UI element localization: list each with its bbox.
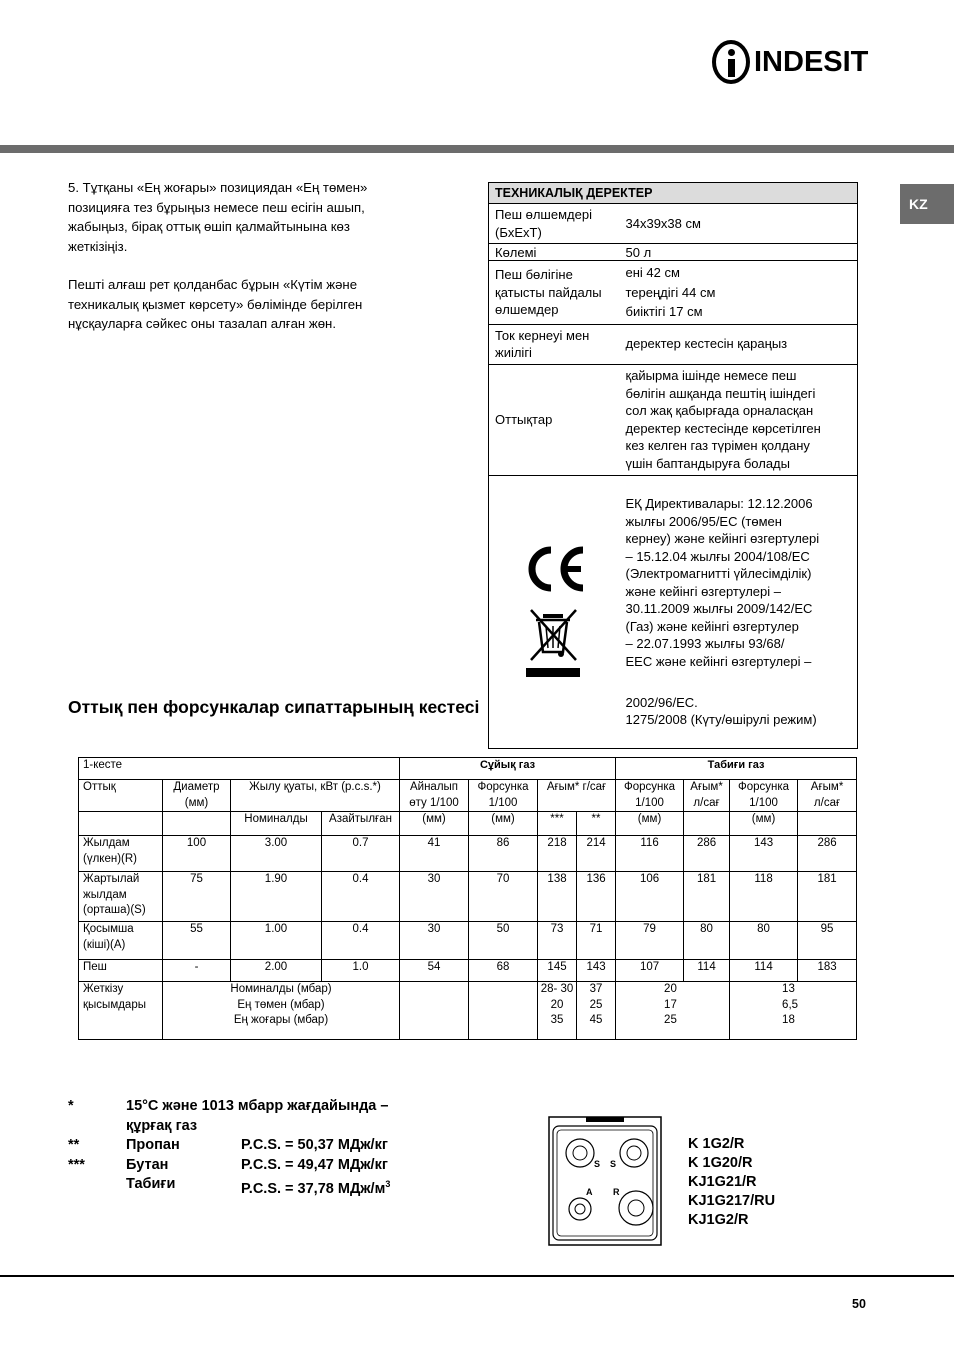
- col-burner: Оттық: [79, 780, 163, 812]
- cell: 79: [616, 922, 684, 960]
- sub-nominal: Номиналды: [231, 812, 322, 836]
- pressure-natural-gas-2: 13 6,5 18: [730, 982, 857, 1040]
- burner-name: Пеш: [79, 960, 163, 982]
- pressure-propane: 37 25 45: [577, 982, 616, 1040]
- weee-bin-icon: [526, 606, 582, 678]
- sub-reduced: Азайтылған: [322, 812, 400, 836]
- cell: 68: [469, 960, 538, 982]
- col-power: Жылу қуаты, кВт (p.c.s.*): [231, 780, 400, 812]
- cell: 50: [469, 922, 538, 960]
- gas-pcs: P.C.S. = 49,47 МДж/кг: [241, 1156, 388, 1173]
- logo-text: INDESIT: [754, 45, 869, 78]
- tech-label: Ток кернеуі мен жиілігі: [489, 324, 620, 364]
- tech-table-title: ТЕХНИКАЛЫҚ ДЕРЕКТЕР: [489, 183, 858, 204]
- hob-diagram: [548, 1116, 662, 1246]
- col-flow: Ағым* г/сағ: [538, 780, 616, 812]
- eu-directives-continued: 2002/96/EC. 1275/2008 (Күту/өшірулі режим): [625, 694, 817, 727]
- indesit-logo-icon: [712, 40, 750, 84]
- tech-value: деректер кестесін қараңыз: [620, 324, 858, 364]
- footnotes: [68, 1097, 390, 1199]
- section-title: Оттық пен форсункалар сипаттарының кестесі: [68, 697, 480, 717]
- cell: 80: [684, 922, 730, 960]
- hob-label-r: R: [613, 1187, 620, 1197]
- col-injector: Форсунка 1/100: [469, 780, 538, 812]
- cell: 286: [798, 836, 857, 872]
- cell: 214: [577, 836, 616, 872]
- cell: 143: [730, 836, 798, 872]
- cell: 30: [400, 922, 469, 960]
- col-ng-flow: Ағым* л/сағ: [684, 780, 730, 812]
- tech-label: Пеш бөлігіне қатысты пайдалы өлшемдер: [489, 261, 620, 325]
- cell: 75: [163, 872, 231, 922]
- natural-gas-header: Табиғи газ: [616, 758, 857, 780]
- footnote-mark: **: [68, 1137, 80, 1153]
- cell: 143: [577, 960, 616, 982]
- table-caption: 1-кесте: [79, 758, 400, 780]
- col-ng-injector-2: Форсунка 1/100: [730, 780, 798, 812]
- tech-label: Оттықтар: [489, 364, 620, 475]
- cell: 71: [577, 922, 616, 960]
- cell: 218: [538, 836, 577, 872]
- indesit-logo: [712, 38, 868, 86]
- cell: 55: [163, 922, 231, 960]
- cell: -: [163, 960, 231, 982]
- page-number: 50: [852, 1297, 866, 1311]
- gas-name: Табиғи: [126, 1176, 176, 1192]
- cell: 183: [798, 960, 857, 982]
- tech-value: қайырма ішінде немесе пеш бөлігін ашқанда пештің ішіндегі сол жақ қабырғада орналасқан деректер кестесінде көрсетілген кез келген газ түрімен қолдану үшін баптандыруға болады: [620, 364, 858, 475]
- cell: 286: [684, 836, 730, 872]
- model-name: K 1G2/R: [688, 1136, 745, 1152]
- ce-mark-icon: [521, 546, 587, 592]
- cell: 70: [469, 872, 538, 922]
- cell: 30: [400, 872, 469, 922]
- cell: 181: [684, 872, 730, 922]
- cell: 86: [469, 836, 538, 872]
- burner-name: Жартылай жылдам (орташа)(S): [79, 872, 163, 922]
- model-name: KJ1G217/RU: [688, 1193, 776, 1209]
- gas-name: Бутан: [126, 1156, 169, 1173]
- footnote-mark: *: [68, 1098, 74, 1114]
- pressure-natural-gas-1: 20 17 25: [616, 982, 730, 1040]
- cell: 0.4: [322, 872, 400, 922]
- model-name: KJ1G21/R: [688, 1174, 757, 1190]
- cell: 73: [538, 922, 577, 960]
- technical-data-table: [488, 182, 858, 749]
- model-name: K 1G20/R: [688, 1155, 753, 1171]
- intro-paragraph-2: Пешті алғаш рет қолданбас бұрын «Күтім және техникалық қызмет көрсету» бөлімінде берілген нұсқауларға сәйкес оны тазалап алған жөн.: [68, 277, 363, 331]
- cell: 1.00: [231, 922, 322, 960]
- tech-label: Көлемі: [489, 244, 620, 261]
- injector-table: [78, 757, 857, 1040]
- burner-name: Қосымша (кіші)(A): [79, 922, 163, 960]
- pressure-butane: 28- 30 20 35: [538, 982, 577, 1040]
- cell: 1.0: [322, 960, 400, 982]
- tech-value: 34х39х38 см: [620, 204, 858, 244]
- table-row: [79, 922, 857, 960]
- language-tab: KZ: [900, 184, 954, 224]
- pressure-label: Жеткізу қысымдары: [79, 982, 163, 1040]
- intro-text: [68, 178, 428, 353]
- footnote-text: 15°C және 1013 мбарр жағдайында – құрғақ газ: [126, 1098, 389, 1134]
- gas-pcs: P.C.S. = 37,78 МДж/$м^3$: [241, 1179, 391, 1197]
- tech-value: 50 л: [620, 244, 858, 261]
- cell: 80: [730, 922, 798, 960]
- cell: 95: [798, 922, 857, 960]
- eu-directives: ЕҚ Директивалары: 12.12.2006 жылғы 2006/95/EC (төмен кернеу) және кейінгі өзгертулері – 15.12.04 жылғы 2004/108/EC (Электромагнитті үйлесімділік) және кейінгі өзгертулері – 30.11.2009 жылғы 2009/142/EC (Газ) және кейінгі өзгертулер – 22.07.1993 жылғы 93/68/ EEC және кейінгі өзгертулері –: [625, 496, 820, 669]
- cell: 106: [616, 872, 684, 922]
- cell: 118: [730, 872, 798, 922]
- footer-divider: [0, 1275, 954, 1277]
- sub-mm: (мм): [616, 812, 684, 836]
- cell: 136: [577, 872, 616, 922]
- cell: 181: [798, 872, 857, 922]
- col-bypass: Айналып өту 1/100: [400, 780, 469, 812]
- tech-label: Пеш өлшемдері (БхЕхТ): [489, 204, 620, 244]
- cell: 114: [684, 960, 730, 982]
- tech-value: ені 42 см тереңдігі 44 см биіктігі 17 см: [620, 261, 858, 325]
- cell: 1.90: [231, 872, 322, 922]
- cell: 54: [400, 960, 469, 982]
- hob-label-s: S: [594, 1159, 601, 1169]
- cell: 3.00: [231, 836, 322, 872]
- burner-name: Жылдам (үлкен)(R): [79, 836, 163, 872]
- col-ng-flow-2: Ағым* л/сағ: [798, 780, 857, 812]
- table-row: [79, 960, 857, 982]
- cell: 114: [730, 960, 798, 982]
- col-ng-injector: Форсунка 1/100: [616, 780, 684, 812]
- cell: 107: [616, 960, 684, 982]
- model-list: [688, 1135, 775, 1230]
- lpg-header: Сұйық газ: [400, 758, 616, 780]
- sub-mm: (мм): [469, 812, 538, 836]
- hob-label-s: S: [610, 1159, 617, 1169]
- header-divider: [0, 145, 954, 153]
- sub-propane: **: [577, 812, 616, 836]
- cell: 0.4: [322, 922, 400, 960]
- cell: 100: [163, 836, 231, 872]
- sub-butane: ***: [538, 812, 577, 836]
- cell: 2.00: [231, 960, 322, 982]
- sub-mm: (мм): [400, 812, 469, 836]
- cell: 0.7: [322, 836, 400, 872]
- cell: 145: [538, 960, 577, 982]
- intro-paragraph-1: 5. Тұтқаны «Ең жоғары» позициядан «Ең төмен» позицияға тез бұрыңыз немесе пеш есігін ашып, жабыңыз, бірақ оттық өшіп қалмайтынына көз жеткізіңіз.: [68, 180, 368, 254]
- footnote-mark: ***: [68, 1156, 85, 1173]
- compliance-symbols: [489, 475, 620, 749]
- cell: 41: [400, 836, 469, 872]
- pressure-names: Номиналды (мбар) Ең төмен (мбар) Ең жоғары (мбар): [163, 982, 400, 1040]
- model-name: KJ1G2/R: [688, 1212, 749, 1228]
- pressure-row: [79, 982, 857, 1040]
- cell: 116: [616, 836, 684, 872]
- hob-label-a: A: [586, 1187, 593, 1197]
- gas-name: Пропан: [126, 1137, 180, 1153]
- table-row: [79, 836, 857, 872]
- gas-pcs: P.C.S. = 50,37 МДж/кг: [241, 1137, 388, 1153]
- col-diameter: Диаметр (мм): [163, 780, 231, 812]
- cell: 138: [538, 872, 577, 922]
- table-row: [79, 872, 857, 922]
- sub-mm: (мм): [730, 812, 798, 836]
